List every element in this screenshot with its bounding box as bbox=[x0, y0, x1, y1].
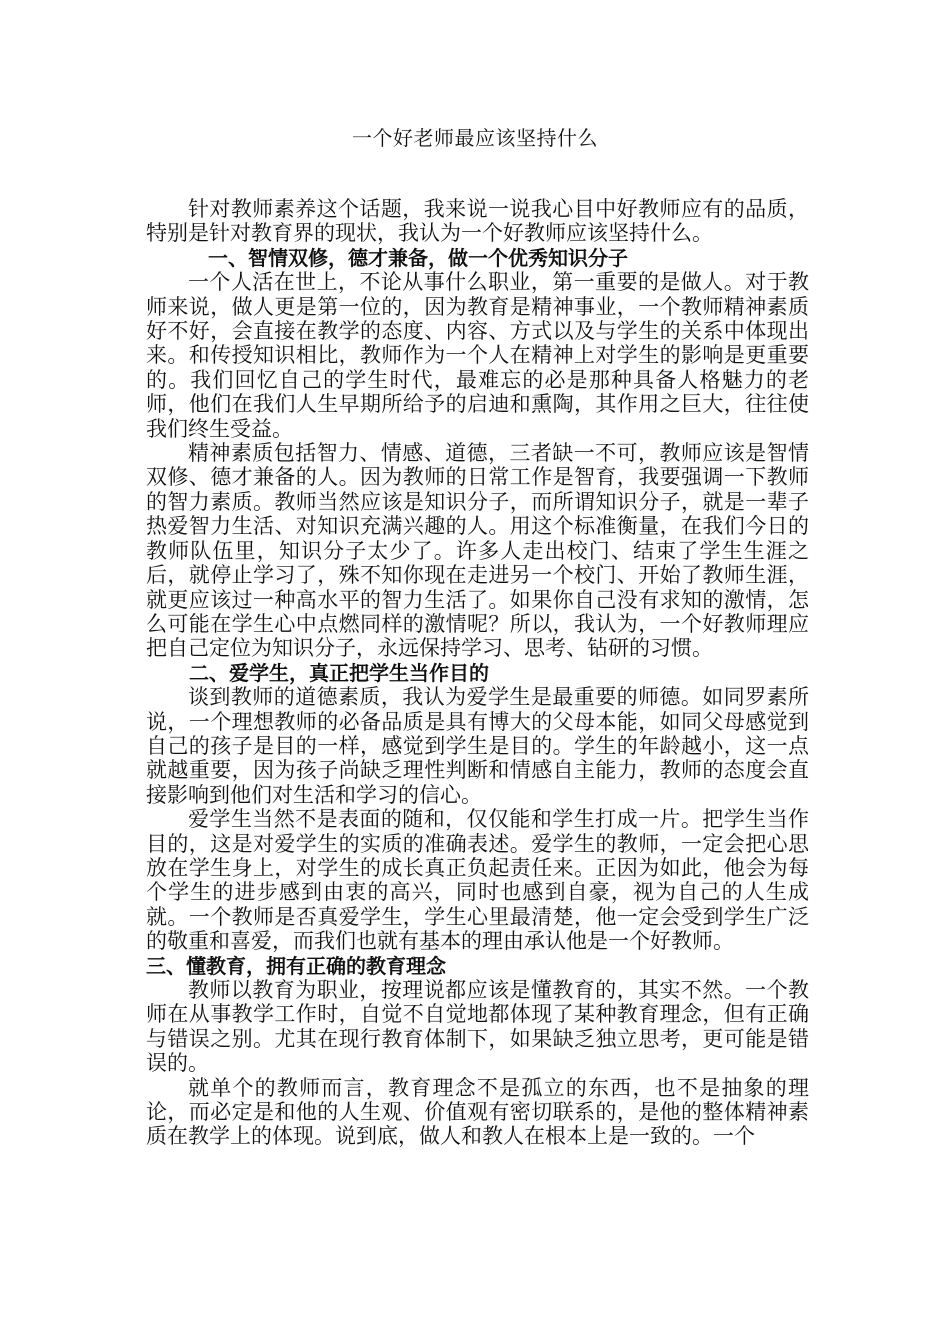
section-1-paragraph-1: 一个人活在世上，不论从事什么职业，第一重要的是做人。对于教师来说，做人更是第一位的，因为教育是精神事业，一个教师精神素质好不好，会直接在教学的态度、内容、方式以及与学生的关系中体现出来。和传授知识相比，教师作为一个人在精神上对学生的影响是更重要的。我们回忆自己的学生时代，最难忘的必是那种具备人格魅力的老师，他们在我们人生早期所给予的启迪和熏陶，其作用之巨大，往往使我们终生受益。 bbox=[146, 270, 809, 441]
section-2-paragraph-1: 谈到教师的道德素质，我认为爱学生是最重要的师德。如同罗素所说，一个理想教师的必备品质是具有博大的父母本能，如同父母感觉到自己的孩子是目的一样，感觉到学生是目的。学生的年龄越小，这一点就越重要，因为孩子尚缺乏理性判断和情感自主能力，教师的态度会直接影响到他们对生活和学习的信心。 bbox=[146, 685, 809, 807]
section-heading-2: 二、爱学生，真正把学生当作目的 bbox=[189, 660, 489, 685]
document-title: 一个好老师最应该坚持什么 bbox=[352, 126, 598, 150]
section-heading-1: 一、智情双修，德才兼备，做一个优秀知识分子 bbox=[208, 245, 628, 270]
section-3-paragraph-1: 教师以教育为职业，按理说都应该是懂教育的，其实不然。一个教师在从事教学工作时，自觉不自觉地都体现了某种教育理念，但有正确与错误之别。尤其在现行教育体制下，如果缺乏独立思考，更可能是错误的。 bbox=[146, 978, 809, 1076]
section-2-paragraph-2: 爱学生当然不是表面的随和，仅仅能和学生打成一片。把学生当作目的，这是对爱学生的实质的准确表述。爱学生的教师，一定会把心思放在学生身上，对学生的成长真正负起责任来。正因为如此，他会为每个学生的进步感到由衷的高兴，同时也感到自豪，视为自己的人生成就。一个教师是否真爱学生，学生心里最清楚，他一定会受到学生广泛的敬重和喜爱，而我们也就有基本的理由承认他是一个好教师。 bbox=[146, 807, 809, 954]
section-heading-3: 三、懂教育，拥有正确的教育理念 bbox=[146, 953, 446, 978]
document-body bbox=[146, 197, 809, 1149]
intro-paragraph: 针对教师素养这个话题，我来说一说我心目中好教师应有的品质，特别是针对教育界的现状，我认为一个好教师应该坚持什么。 bbox=[146, 197, 809, 246]
section-1-paragraph-2: 精神素质包括智力、情感、道德，三者缺一不可，教师应该是智情双修、德才兼备的人。因为教师的日常工作是智育，我要强调一下教师的智力素质。教师当然应该是知识分子，而所谓知识分子，就是一辈子热爱智力生活、对知识充满兴趣的人。用这个标准衡量，在我们今日的教师队伍里，知识分子太少了。许多人走出校门、结束了学生生涯之后，就停止学习了，殊不知你现在走进另一个校门、开始了教师生涯，就更应该过一种高水平的智力生活了。如果你自己没有求知的激情，怎么可能在学生心中点燃同样的激情呢？所以，我认为，一个好教师理应把自己定位为知识分子，永远保持学习、思考、钻研的习惯。 bbox=[146, 441, 809, 661]
section-3-paragraph-2: 就单个的教师而言，教育理念不是孤立的东西，也不是抽象的理论，而必定是和他的人生观、价值观有密切联系的，是他的整体精神素质在教学上的体现。说到底，做人和教人在根本上是一致的。一个 bbox=[146, 1075, 809, 1149]
